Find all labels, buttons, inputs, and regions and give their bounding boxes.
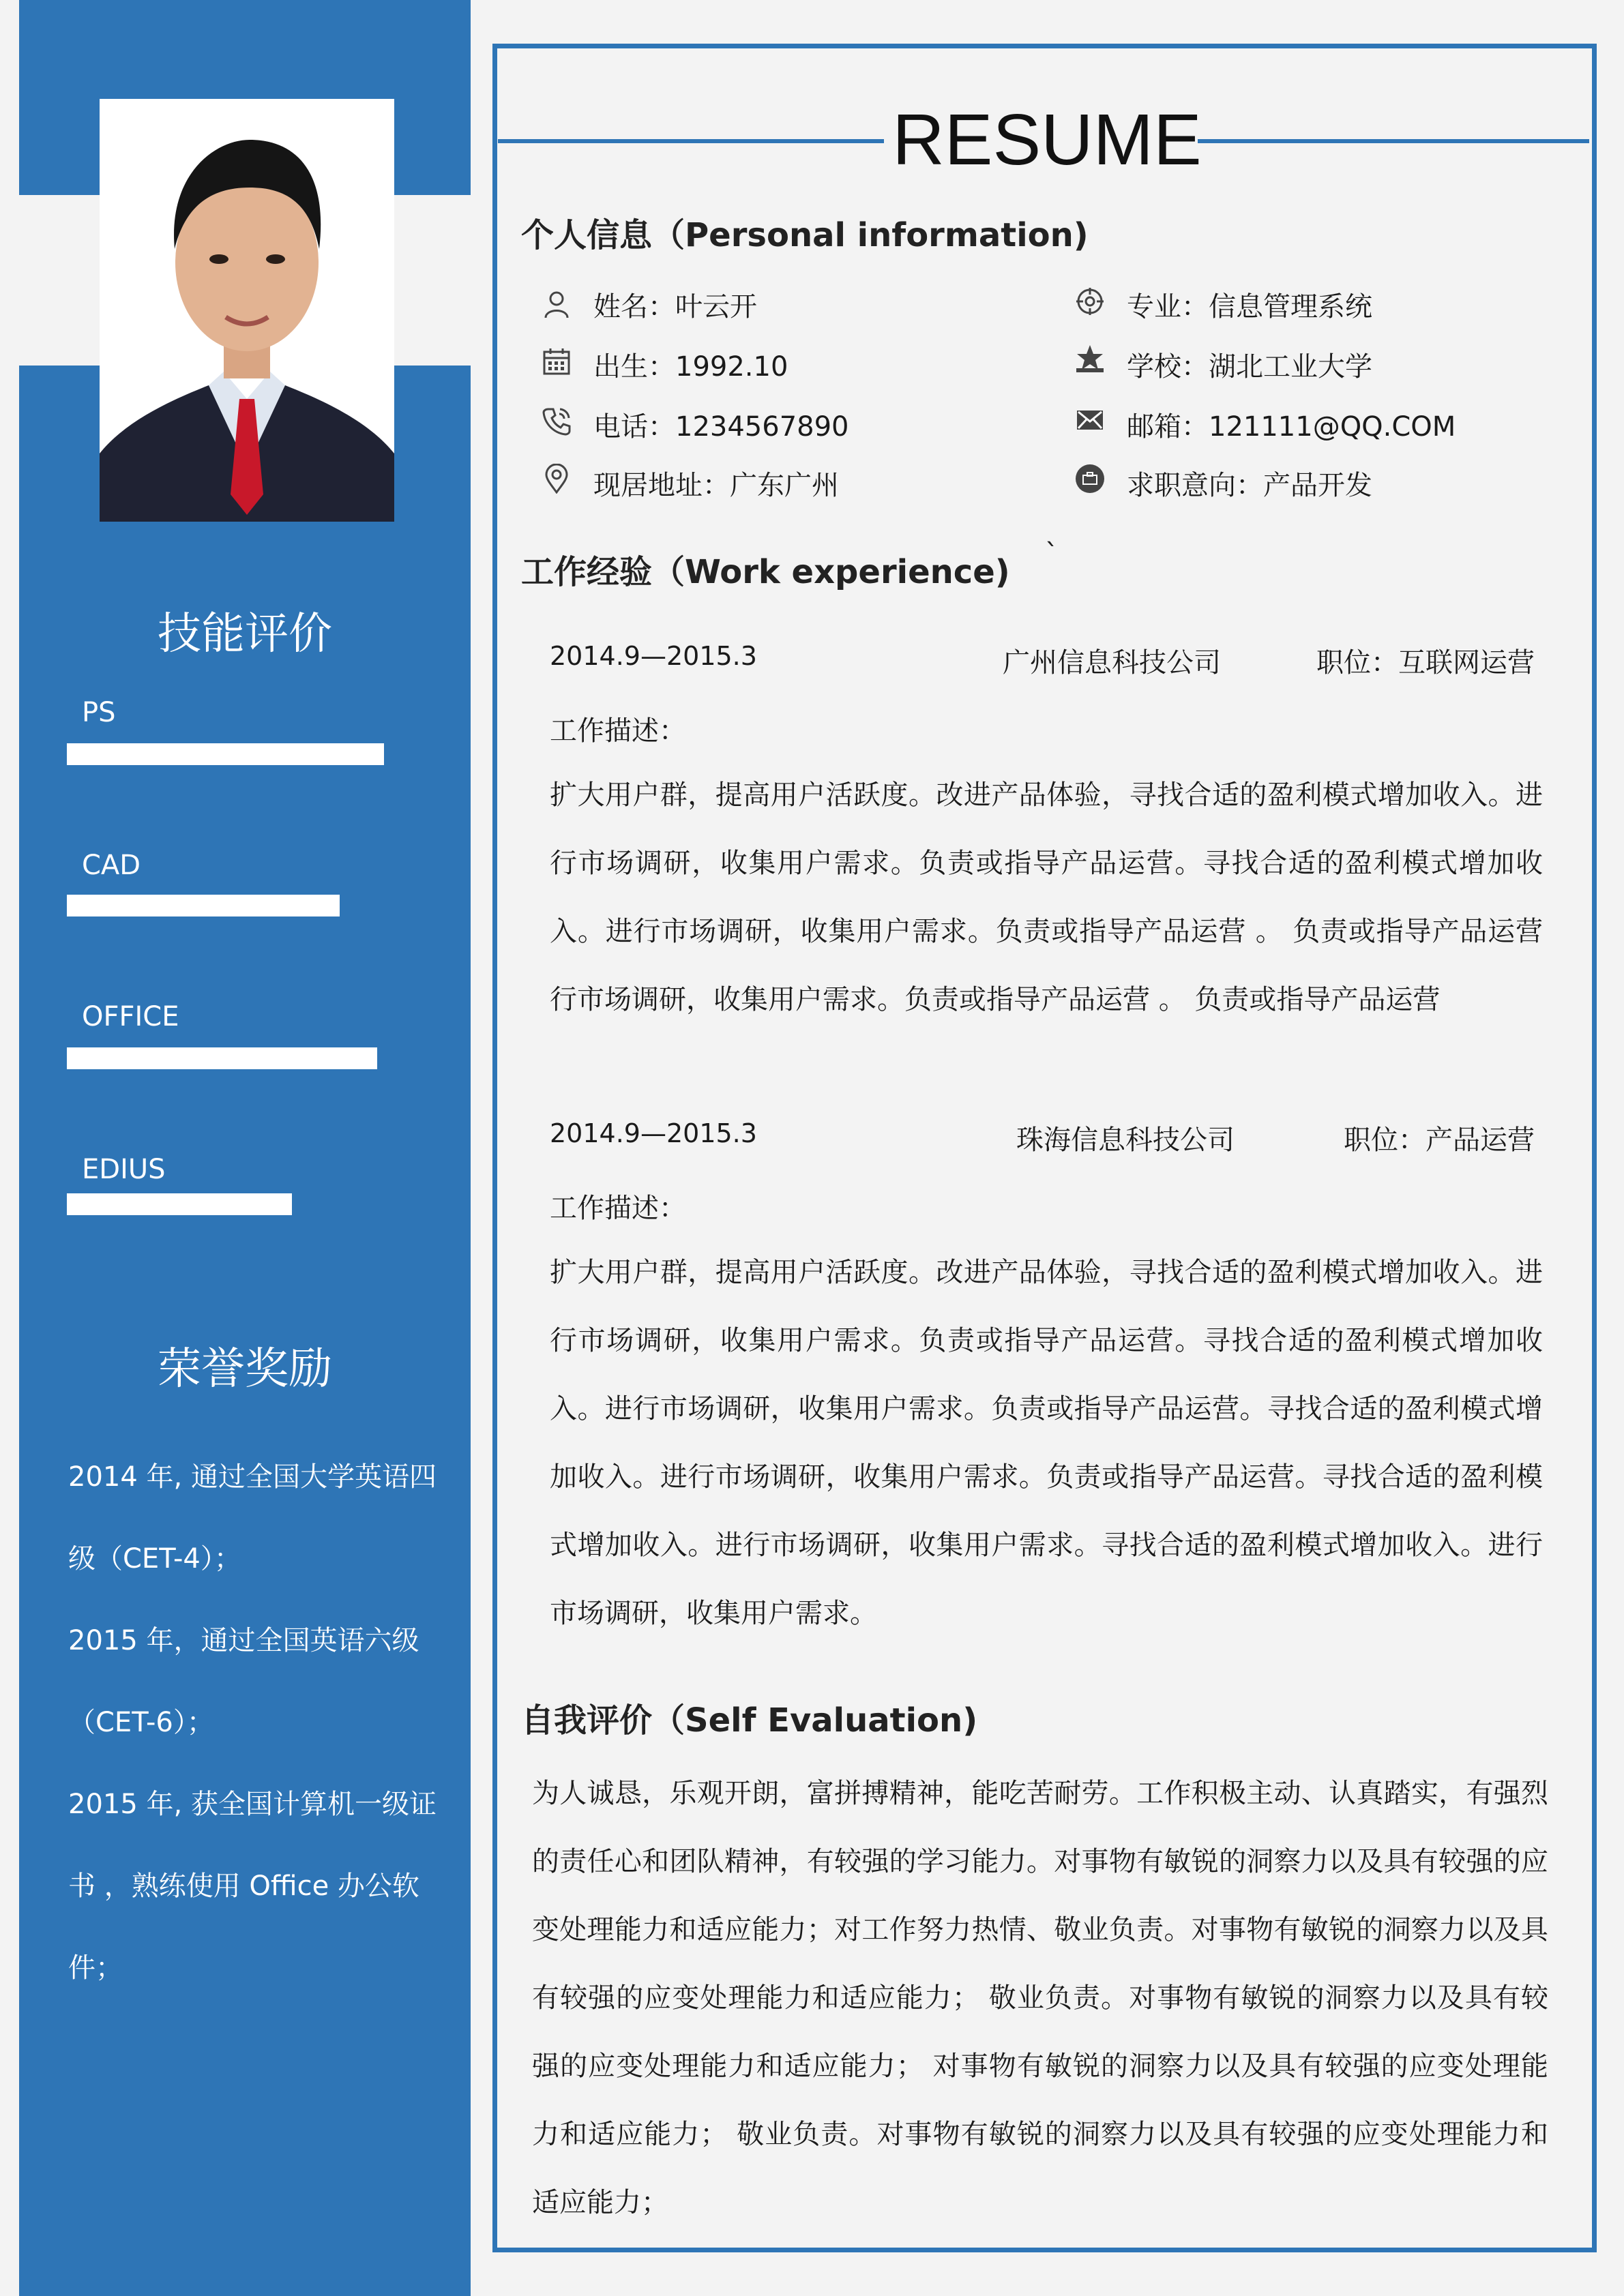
calendar-icon (542, 346, 572, 376)
self-eval-heading: 自我评价（Self Evaluation) (521, 1701, 978, 1740)
job-position: 职位：互联网运营 (1316, 647, 1535, 679)
skill-bar-ps (67, 743, 384, 765)
phone-field: 电话：1234567890 (593, 411, 849, 443)
job-description: 扩大用户群，提高用户活跃度。改进产品体验，寻找合适的盈利模式增加收入。进行市场调研，收集用户需求。负责或指导产品运营。寻找合适的盈利模式增加收入。进行市场调研，收集用户需求。负责或指导产品运营。寻找合适的盈利模式增加收入。进行市场调研，收集用户需求。负责或指导产品运营。寻找合适的盈利模式增加收入。进行市场调研，收集用户需求。寻找合适的盈利模式增加收入。进行市场调研，收集用户需求。 (550, 1257, 1543, 1629)
job-desc-label: 工作描述： (550, 1193, 686, 1224)
skill-bar-cad (67, 895, 340, 916)
job-company: 珠海信息科技公司 (1016, 1124, 1235, 1156)
self-eval-text: 为人诚恳，乐观开朗，富拼搏精神，能吃苦耐劳。工作积极主动、认真踏实，有强烈的责任心和团队精神，有较强的学习能力。对事物有敏锐的洞察力以及具有较强的应变处理能力和适应能力；对工作努力热情、敬业负责。对事物有敏锐的洞察力以及具有较强的应变处理能力和适应能力； 敬业负责。对事物有敏锐的洞察力以及具有较强的应变处理能力和适应能力； 对事物有敏锐的洞察力以及具有较强的应变处理能力和适应能力； 敬业负责。对事物有敏锐的洞察力以及具有较强的应变处理能力和适应能力； (532, 1778, 1548, 2218)
job-period: 2014.9—2015.3 (550, 1118, 757, 1148)
award-item: 2014 年, 通过全国大学英语四级（CET-4）； (68, 1461, 437, 1575)
title-rule-right (1198, 139, 1589, 143)
page-title: RESUME (892, 100, 1202, 180)
skill-label-office: OFFICE (82, 1001, 179, 1032)
skill-bar-edius (67, 1193, 292, 1215)
birth-field: 出生：1992.10 (593, 351, 788, 383)
skill-label-edius: EDIUS (82, 1154, 166, 1185)
mail-icon (1075, 405, 1105, 435)
title-rule-left (498, 139, 884, 143)
awards-heading: 荣誉奖励 (158, 1344, 332, 1395)
job-company: 广州信息科技公司 (1003, 647, 1221, 679)
work-heading: 工作经验（Work experience) (521, 553, 1010, 591)
skill-label-cad: CAD (82, 850, 141, 881)
skills-heading: 技能评价 (158, 609, 332, 659)
personal-info-heading: 个人信息（Personal information) (521, 216, 1089, 254)
job-position: 职位：产品运营 (1344, 1124, 1535, 1156)
award-item: 2015 年，通过全国英语六级（CET-6）； (68, 1625, 419, 1738)
profile-photo (100, 99, 394, 522)
school-star-icon (1075, 344, 1105, 374)
intent-field: 求职意向：产品开发 (1127, 470, 1372, 501)
email-field: 邮箱：121111@QQ.COM (1127, 411, 1456, 443)
skill-bar-office (67, 1047, 377, 1069)
job-description: 扩大用户群，提高用户活跃度。改进产品体验，寻找合适的盈利模式增加收入。进行市场调研，收集用户需求。负责或指导产品运营。寻找合适的盈利模式增加收入。进行市场调研，收集用户需求。负责或指导产品运营 。 负责或指导产品运营 行市场调研，收集用户需求。负责或指导产品运营 。 负责或指导产品运营 (550, 779, 1543, 1015)
school-field: 学校：湖北工业大学 (1127, 351, 1372, 383)
address-field: 现居地址：广东广州 (593, 470, 839, 501)
target-icon (1075, 286, 1105, 316)
job-desc-label: 工作描述： (550, 715, 686, 747)
major-field: 专业：信息管理系统 (1127, 291, 1372, 323)
briefcase-badge-icon (1075, 464, 1105, 494)
skill-label-ps: PS (82, 697, 116, 728)
phone-icon (542, 406, 572, 436)
stray-mark: ` (1045, 539, 1059, 570)
user-icon (542, 289, 572, 319)
awards-list (68, 1436, 443, 2009)
location-icon (542, 464, 572, 494)
name-field: 姓名：叶云开 (593, 291, 757, 323)
award-item: 2015 年, 获全国计算机一级证书 ，熟练使用 Office 办公软件； (68, 1789, 437, 1984)
job-period: 2014.9—2015.3 (550, 641, 757, 671)
